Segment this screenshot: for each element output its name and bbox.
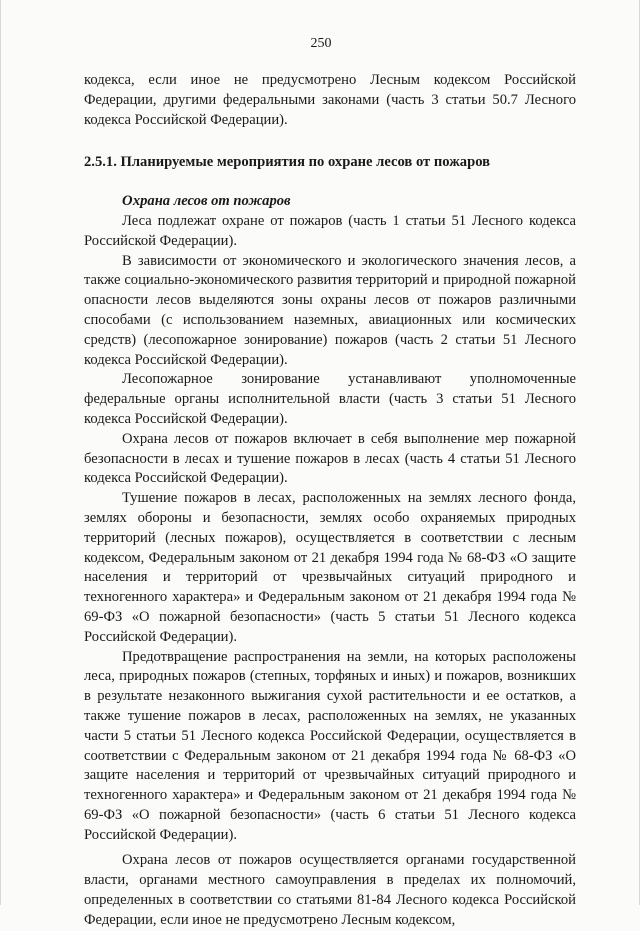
paragraph: В зависимости от экономического и экологического значения лесов, а также социально-экономического развития территорий и природной пожарной опасности лесов выделяются зоны охраны лесов от пожаров различными способами (с использованием наземных, авиационных или космических средств) (лесопожарное зонирование) пожаров (часть 2 статьи 51 Лесного кодекса Российской Федерации). — [84, 252, 576, 368]
paragraph: Охрана лесов от пожаров включает в себя выполнение мер пожарной безопасности в лесах и тушение пожаров в лесах (часть 4 статьи 51 Лесного кодекса Российской Федерации). — [84, 430, 576, 487]
subsection-heading: Охрана лесов от пожаров — [122, 193, 291, 210]
paragraph: Предотвращение распространения на земли, на которых расположены леса, природных пожаров (степных, торфяных и иных) и пожаров, возникших в результате незаконного выжигания сухой растительности и ее остатков, а также тушение пожаров в лесах, расположенных на землях, не указанных части 5 статьи 51 Лесного кодекса Российской Федерации, осуществляется в соответствии с Федеральным законом от 21 декабря 1994 года № 68-ФЗ «О защите населения и территорий от чрезвычайных ситуаций природного и техногенного характера» и Федеральным законом от 21 декабря 1994 года № 69-ФЗ «О пожарной безопасности» (часть 6 статьи 51 Лесного кодекса Российской Федерации). — [84, 648, 576, 843]
paragraph: Тушение пожаров в лесах, расположенных на землях лесного фонда, землях обороны и безопасности, землях особо охраняемых природных территорий (лесных пожаров), осуществляется в соответствии с лесным кодексом, Федеральным законом от 21 декабря 1994 года № 68-ФЗ «О защите населения и территорий от чрезвычайных ситуаций природного и техногенного характера» и Федеральным законом от 21 декабря 1994 года № 69-ФЗ «О пожарной безопасности» (часть 5 статьи 51 Лесного кодекса Российской Федерации). — [84, 490, 576, 645]
paragraph: Леса подлежат охране от пожаров (часть 1 статьи 51 Лесного кодекса Российской Федерации). — [84, 212, 576, 249]
paragraph: Охрана лесов от пожаров осуществляется органами государственной власти, органами местного самоуправления в пределах их полномочий, определенных в соответствии со статьями 81-84 Лесного кодекса Российской Федерации, если иное не предусмотрено Лесным кодексом, — [84, 852, 576, 928]
section-heading: 2.5.1. Планируемые мероприятия по охране лесов от пожаров — [84, 154, 491, 171]
paragraph: Лесопожарное зонирование устанавливают уполномоченные федеральные органы исполнительной власти (часть 3 статьи 51 Лесного кодекса Российской Федерации). — [84, 371, 576, 427]
document-body — [84, 71, 576, 931]
paragraph-continuation: кодекса, если иное не предусмотрено Лесным кодексом Российской Федерации, другими федеральными законами (часть 3 статьи 50.7 Лесного кодекса Российской Федерации). — [84, 72, 576, 128]
page-number: 250 — [310, 36, 332, 51]
